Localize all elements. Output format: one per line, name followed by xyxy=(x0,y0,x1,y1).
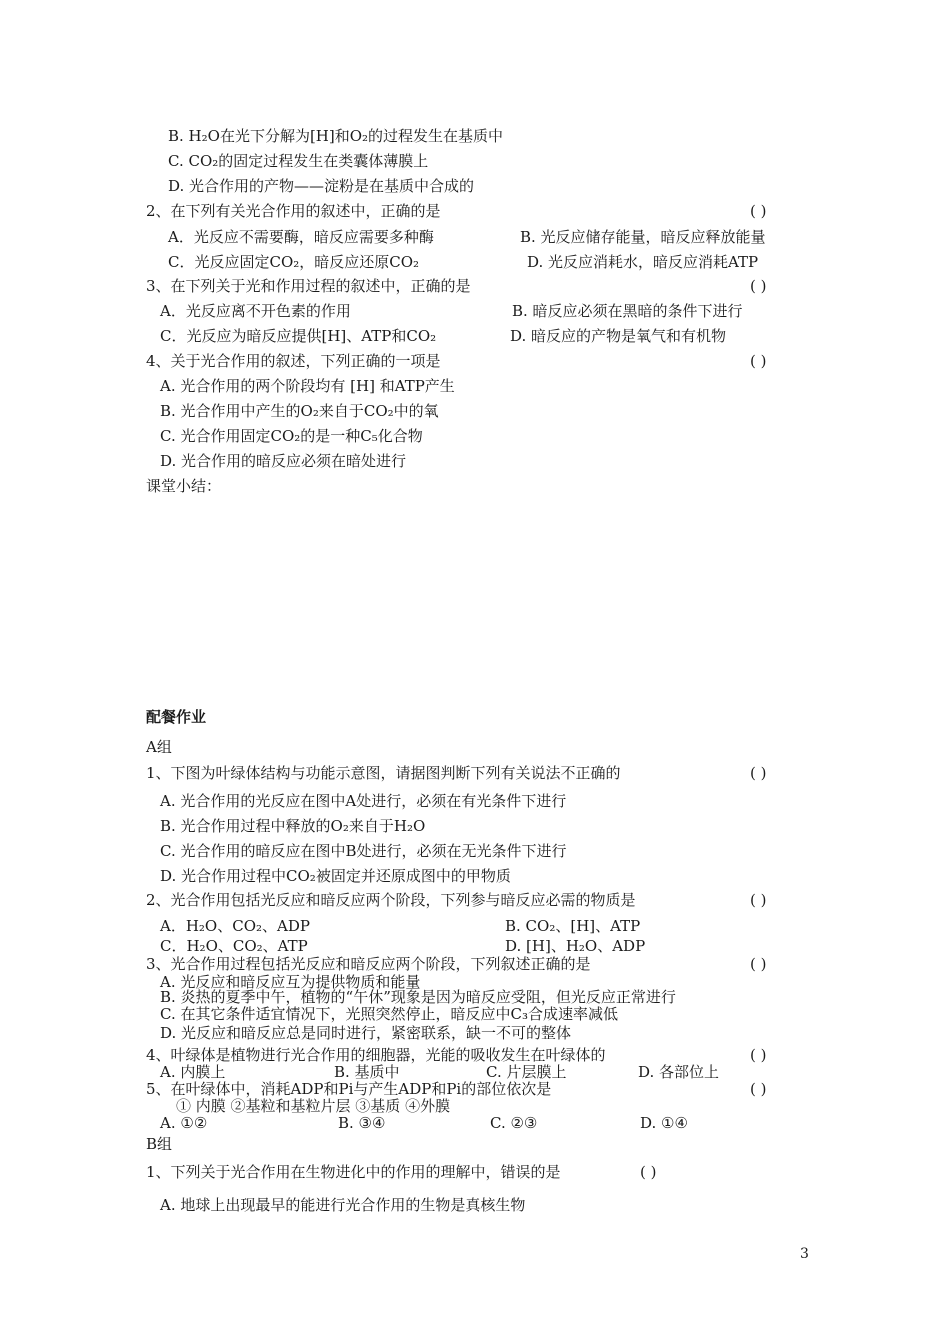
a5-item-list: ① 内膜 ②基粒和基粒片层 ③基质 ④外膜 xyxy=(176,1097,451,1115)
a2-option-a: A．H₂O、CO₂、ADP xyxy=(160,917,310,935)
q2-option-d: D. 光反应消耗水，暗反应消耗ATP xyxy=(527,253,759,271)
group-a-heading: A组 xyxy=(146,738,172,756)
a1-option-d: D. 光合作用过程中CO₂被固定并还原成图中的甲物质 xyxy=(160,867,511,885)
a1-stem: 1、下图为叶绿体结构与功能示意图，请据图判断下列有关说法不正确的 xyxy=(146,764,621,782)
q3-option-c: C．光反应为暗反应提供[H]、ATP和CO₂ xyxy=(160,327,437,345)
a5-answer-paren: ( ) xyxy=(750,1080,767,1098)
q2-option-b: B. 光反应储存能量，暗反应释放能量 xyxy=(520,228,766,246)
a4-option-a: A. 内膜上 xyxy=(160,1063,226,1081)
a5-option-c: C. ②③ xyxy=(490,1114,538,1132)
a5-option-b: B. ③④ xyxy=(338,1114,386,1132)
q2-option-a: A．光反应不需要酶，暗反应需要多种酶 xyxy=(168,228,434,246)
a4-option-d: D. 各部位上 xyxy=(638,1063,720,1081)
q4-option-d: D. 光合作用的暗反应必须在暗处进行 xyxy=(160,452,407,470)
a5-option-a: A. ①② xyxy=(160,1114,208,1132)
q4-answer-paren: ( ) xyxy=(750,352,767,370)
a2-option-d: D. [H]、H₂O、ADP xyxy=(505,937,646,955)
a1-option-a: A. 光合作用的光反应在图中A处进行，必须在有光条件下进行 xyxy=(160,792,567,810)
q3-option-a: A．光反应离不开色素的作用 xyxy=(160,302,351,320)
a3-option-c: C. 在其它条件适宜情况下，光照突然停止，暗反应中C₃合成速率减低 xyxy=(160,1005,618,1023)
q1-option-b: B. H₂O在光下分解为[H]和O₂的过程发生在基质中 xyxy=(168,127,504,145)
q3-answer-paren: ( ) xyxy=(750,277,767,295)
q2-answer-paren: ( ) xyxy=(750,202,767,220)
a2-option-b: B. CO₂、[H]、ATP xyxy=(505,917,641,935)
a2-stem: 2、光合作用包括光反应和暗反应两个阶段，下列参与暗反应必需的物质是 xyxy=(146,891,636,909)
q4-stem: 4、关于光合作用的叙述，下列正确的一项是 xyxy=(146,352,441,370)
a1-option-b: B. 光合作用过程中释放的O₂来自于H₂O xyxy=(160,817,426,835)
page-number: 3 xyxy=(800,1246,809,1262)
homework-title: 配餐作业 xyxy=(146,708,207,726)
b1-stem: 1、下列关于光合作用在生物进化中的作用的理解中，错误的是 xyxy=(146,1163,561,1181)
a5-option-d: D. ①④ xyxy=(640,1114,688,1132)
q2-option-c: C．光反应固定CO₂，暗反应还原CO₂ xyxy=(168,253,420,271)
q3-stem: 3、在下列关于光和作用过程的叙述中，正确的是 xyxy=(146,277,471,295)
b1-answer-paren: ( ) xyxy=(640,1163,657,1181)
q3-option-b: B. 暗反应必须在黑暗的条件下进行 xyxy=(512,302,743,320)
b1-option-a: A. 地球上出现最早的能进行光合作用的生物是真核生物 xyxy=(160,1196,526,1214)
q4-option-b: B. 光合作用中产生的O₂来自于CO₂中的氧 xyxy=(160,402,439,420)
q4-option-c: C. 光合作用固定CO₂的是一种C₅化合物 xyxy=(160,427,423,445)
group-b-heading: B组 xyxy=(146,1135,173,1153)
a4-stem: 4、叶绿体是植物进行光合作用的细胞器，光能的吸收发生在叶绿体的 xyxy=(146,1046,606,1064)
a3-answer-paren: ( ) xyxy=(750,955,767,973)
a3-stem: 3、光合作用过程包括光反应和暗反应两个阶段，下列叙述正确的是 xyxy=(146,955,591,973)
a4-answer-paren: ( ) xyxy=(750,1046,767,1064)
a1-option-c: C. 光合作用的暗反应在图中B处进行，必须在无光条件下进行 xyxy=(160,842,567,860)
a3-option-b: B. 炎热的夏季中午，植物的“午休”现象是因为暗反应受阻，但光反应正常进行 xyxy=(160,988,676,1006)
a5-stem: 5、在叶绿体中，消耗ADP和Pi与产生ADP和Pi的部位依次是 xyxy=(146,1080,552,1098)
q4-option-a: A. 光合作用的两个阶段均有 [H] 和ATP产生 xyxy=(160,377,455,395)
q1-option-c: C. CO₂的固定过程发生在类囊体薄膜上 xyxy=(168,152,429,170)
a4-option-c: C. 片层膜上 xyxy=(486,1063,567,1081)
a2-option-c: C．H₂O、CO₂、ATP xyxy=(160,937,308,955)
a1-answer-paren: ( ) xyxy=(750,764,767,782)
a4-option-b: B. 基质中 xyxy=(334,1063,400,1081)
q2-stem: 2、在下列有关光合作用的叙述中，正确的是 xyxy=(146,202,441,220)
q3-option-d: D. 暗反应的产物是氧气和有机物 xyxy=(510,327,727,345)
class-summary-label: 课堂小结： xyxy=(146,477,222,495)
q1-option-d: D. 光合作用的产物——淀粉是在基质中合成的 xyxy=(168,177,475,195)
a3-option-d: D. 光反应和暗反应总是同时进行，紧密联系，缺一不可的整体 xyxy=(160,1024,572,1042)
a2-answer-paren: ( ) xyxy=(750,891,767,909)
a3-option-a: A. 光反应和暗反应互为提供物质和能量 xyxy=(160,973,421,991)
